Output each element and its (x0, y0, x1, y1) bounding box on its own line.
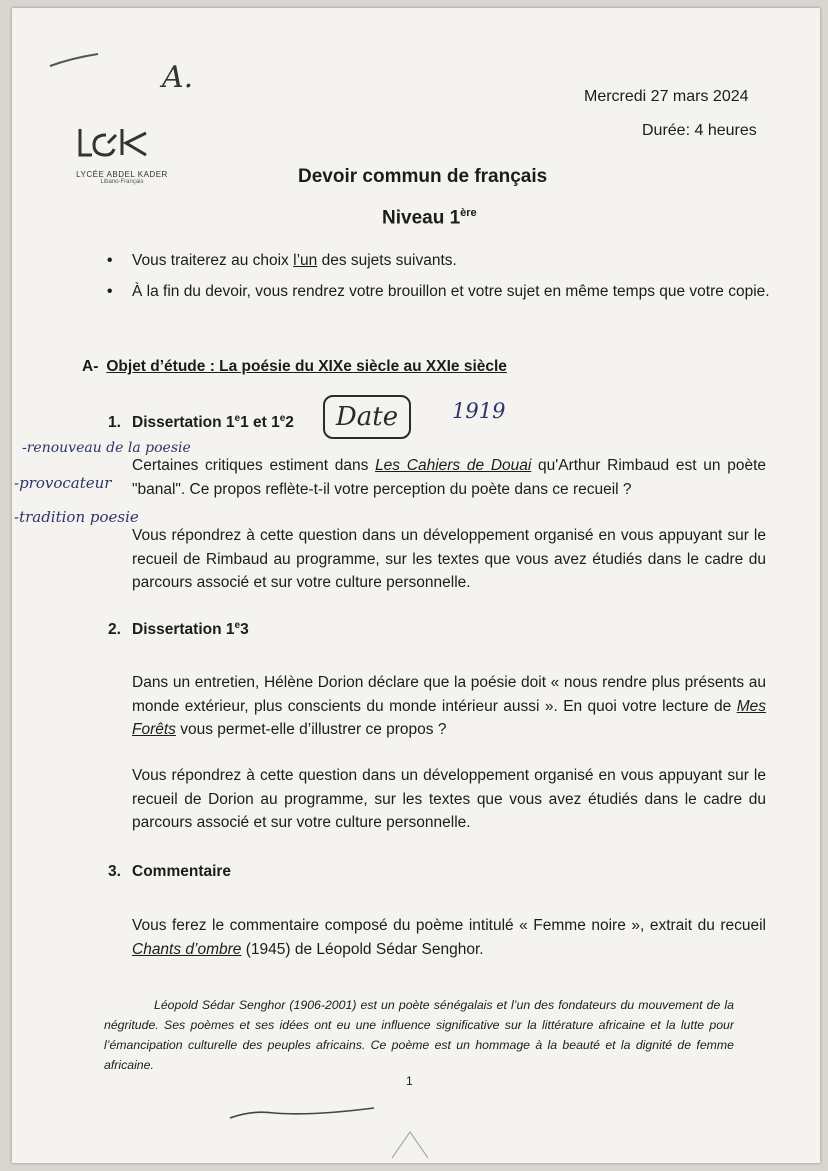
author-biography: Léopold Sédar Senghor (1906-2001) est un poète sénégalais et l’un des fondateurs du mouvement de la négritude. Ses poèmes et ses idées ont eu une influence significative sur la littérature africaine et la lutte pour l’émancipation culturelle des peuples africains. Ce poème est un hommage à la beauté et la dignité de femme africaine. (104, 998, 734, 1072)
pen-bleed-mark (392, 1132, 428, 1158)
level-heading: Niveau 1ère (382, 207, 477, 229)
page-number: 1 (406, 1074, 413, 1088)
instructions-list (107, 250, 777, 312)
subject2-question: Dans un entretien, Hélène Dorion déclare que la poésie doit « nous rendre plus présents au monde extérieur, plus conscients du monde intérieur aussi ». En quoi votre lecture de Mes Forêts vous permet-elle d’illustrer ce propos ? (132, 674, 766, 738)
subject3-text: Vous ferez le commentaire composé du poème intitulé « Femme noire », extrait du recueil Chants d’ombre (1945) de Léopold Sédar Senghor. (132, 917, 766, 958)
exam-sheet (12, 8, 820, 1163)
school-logo-icon (62, 121, 182, 163)
handwritten-boxed-word: Date (323, 395, 411, 439)
subject1-question: Certaines critiques estiment dans Les Cahiers de Douai qu'Arthur Rimbaud est un poète "banal". Ce propos reflète-t-il votre perception du poète dans ce recueil ? (132, 457, 766, 498)
margin-note-1: -renouveau de la poesie (22, 440, 191, 456)
margin-note-2: -provocateur (14, 474, 112, 492)
list-item: • Vous traiterez au choix l’un des sujets suivants. (107, 250, 777, 272)
pen-squiggle-bottom (230, 1108, 374, 1118)
school-name: LYCÉE ABDEL KADER (76, 170, 168, 179)
bullet-icon: • (107, 283, 113, 300)
handwritten-year: 1919 (452, 399, 506, 423)
section-a-heading: A- Objet d’étude : La poésie du XIXe siècle au XXIe siècle (82, 358, 507, 375)
corner-letter: A. (162, 60, 194, 95)
school-subtitle: Libano-Français (100, 179, 144, 185)
school-logo (62, 121, 182, 185)
page-title: Devoir commun de français (298, 166, 548, 187)
pen-dash-top (50, 54, 98, 66)
list-item: • À la fin du devoir, vous rendrez votre brouillon et votre sujet en même temps que votre copie. (107, 281, 777, 303)
subject3-heading: 3. Commentaire (108, 863, 232, 880)
subject2-heading: 2. Dissertation 1e3 (108, 620, 249, 639)
subject2-instruction: Vous répondrez à cette question dans un développement organisé en vous appuyant sur le recueil de Dorion au programme, sur les textes que vous avez étudiés dans le cadre du parcours associé et sur votre culture personnelle. (132, 767, 766, 831)
subject1-instruction: Vous répondrez à cette question dans un développement organisé en vous appuyant sur le recueil de Rimbaud au programme, sur les textes que vous avez étudiés dans le cadre du parcours associé et sur votre culture personnelle. (132, 527, 766, 591)
bullet-icon: • (107, 252, 113, 269)
exam-date: Mercredi 27 mars 2024 (584, 88, 749, 105)
margin-note-3: -tradition poesie (14, 508, 139, 526)
subject1-heading: 1. Dissertation 1e1 et 1e2 (108, 413, 294, 432)
exam-duration: Durée: 4 heures (642, 122, 757, 139)
